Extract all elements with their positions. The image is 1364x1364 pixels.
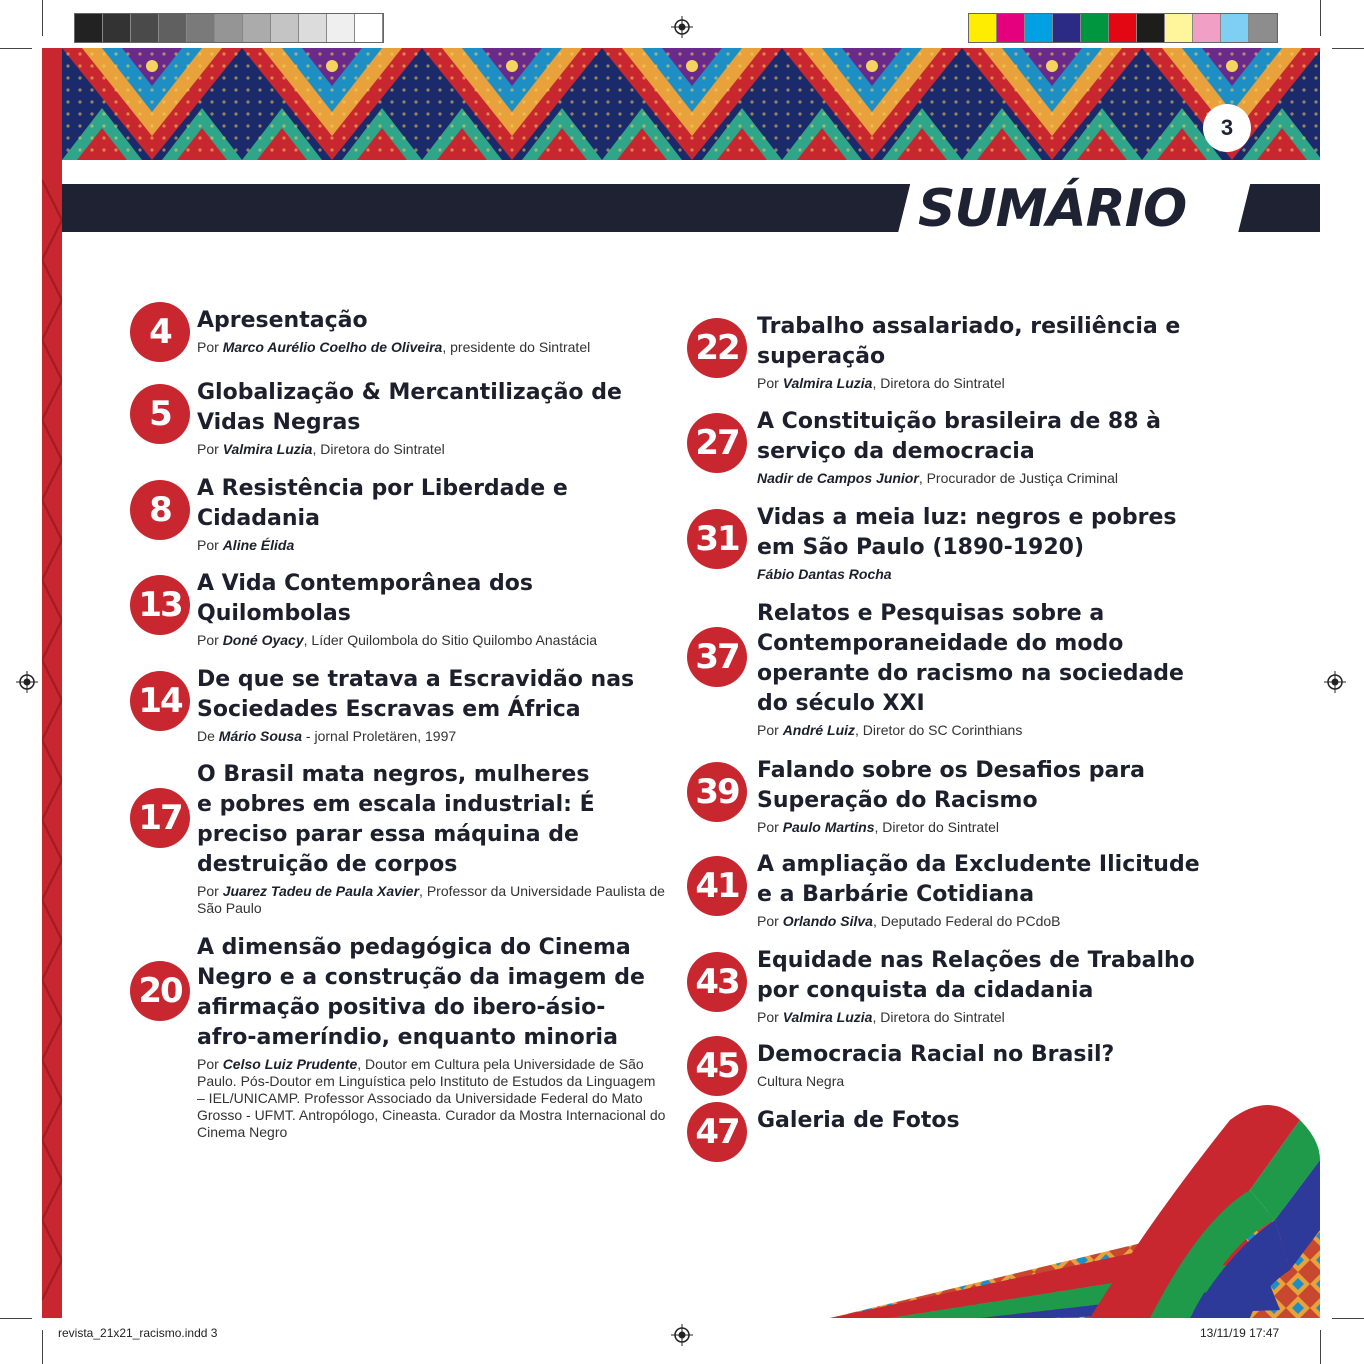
- toc-entry-title: A Constituição brasileira de 88 à: [757, 409, 1162, 434]
- byline-author: Nadir de Campos Junior: [757, 470, 919, 486]
- registration-mark-icon: [671, 1324, 693, 1346]
- toc-entry-title: Superação do Racismo: [757, 788, 1038, 813]
- byline-author: Orlando Silva: [782, 913, 873, 929]
- toc-entry-title: A dimensão pedagógica do Cinema: [197, 935, 631, 960]
- byline-author: Mário Sousa: [218, 728, 303, 744]
- toc-entry-byline: [197, 632, 667, 649]
- byline-author: Fábio Dantas Rocha: [757, 566, 892, 582]
- side-bar-pattern: [42, 160, 62, 1318]
- byline-prefix: Por: [197, 883, 223, 899]
- page-number-badge: 27: [687, 413, 747, 473]
- toc-entry-title: Apresentação: [197, 308, 368, 333]
- toc-entry-byline: [197, 1056, 667, 1141]
- byline-prefix: Por: [197, 537, 223, 553]
- toc-entry-byline: [757, 1009, 1227, 1026]
- toc-entry-title: Relatos e Pesquisas sobre a: [757, 601, 1105, 626]
- crop-mark: [42, 1330, 43, 1364]
- toc-entry-title: afirmação positiva do ibero-ásio-: [197, 995, 606, 1020]
- byline-author: Valmira Luzia: [782, 375, 873, 391]
- byline-author: Celso Luiz Prudente: [222, 1056, 358, 1072]
- byline-prefix: De: [197, 728, 219, 744]
- byline-author: Doné Oyacy: [222, 632, 304, 648]
- byline-role: , Diretora do Sintratel: [872, 1009, 1005, 1025]
- byline-prefix: Por: [197, 339, 223, 355]
- flag-ribbon-decoration: [830, 1080, 1320, 1318]
- byline-author: Juarez Tadeu de Paula Xavier: [222, 883, 420, 899]
- crop-mark: [42, 0, 43, 36]
- toc-entry-title: Falando sobre os Desafios para: [757, 758, 1145, 783]
- byline-author: Paulo Martins: [782, 819, 875, 835]
- page-number-badge: 37: [687, 627, 747, 687]
- toc-entry-title: do século XXI: [757, 691, 925, 716]
- page-number-badge: 14: [130, 671, 190, 731]
- toc-entry-title: Quilombolas: [197, 601, 351, 626]
- byline-role: , Diretor do Sintratel: [874, 819, 999, 835]
- crop-mark: [1332, 48, 1364, 49]
- crop-mark: [1320, 0, 1321, 36]
- page-number-badge: 31: [687, 509, 747, 569]
- toc-entry-byline: [197, 728, 667, 745]
- toc-entry-byline: [757, 566, 1227, 583]
- crop-mark: [1332, 1318, 1364, 1319]
- byline-prefix: Por: [757, 722, 783, 738]
- byline-prefix: Por: [197, 441, 223, 457]
- byline-prefix: Por: [197, 1056, 223, 1072]
- toc-entry-byline: [757, 470, 1227, 487]
- toc-entry-title: e a Barbárie Cotidiana: [757, 882, 1035, 907]
- toc-entry-title: em São Paulo (1890-1920): [757, 535, 1085, 560]
- toc-entry-title: Vidas a meia luz: negros e pobres: [757, 505, 1177, 530]
- page-number-badge: 5: [130, 384, 190, 444]
- page-number-badge: 47: [687, 1102, 747, 1162]
- header-pattern: [62, 48, 1320, 160]
- toc-entry-title: Globalização & Mercantilização de: [197, 380, 622, 405]
- page-number-badge: 8: [130, 480, 190, 540]
- registration-mark-icon: [1324, 671, 1346, 693]
- toc-entry-title: Negro e a construção da imagem de: [197, 965, 645, 990]
- page-number-badge: 20: [130, 961, 190, 1021]
- byline-prefix: Por: [757, 375, 783, 391]
- byline-role: , Procurador de Justiça Criminal: [918, 470, 1118, 486]
- crop-mark: [1320, 1330, 1321, 1364]
- toc-entry-title: A Vida Contemporânea dos: [197, 571, 534, 596]
- toc-entry-title: A Resistência por Liberdade e: [197, 476, 568, 501]
- toc-entry-byline: [757, 722, 1227, 739]
- toc-entry-byline: [757, 913, 1227, 930]
- byline-author: Valmira Luzia: [782, 1009, 873, 1025]
- byline-role: , Diretora do Sintratel: [872, 375, 1005, 391]
- crop-mark: [0, 48, 32, 49]
- toc-entry-title: superação: [757, 344, 886, 369]
- byline-role: , Deputado Federal do PCdoB: [872, 913, 1061, 929]
- byline-role: , Líder Quilombola do Sitio Quilombo Anastácia: [303, 632, 598, 648]
- footer-date: 13/11/19 17:47: [1200, 1326, 1280, 1340]
- page-number-badge: 39: [687, 762, 747, 822]
- toc-entry-title: preciso parar essa máquina de: [197, 822, 579, 847]
- toc-entry-title: Democracia Racial no Brasil?: [757, 1042, 1115, 1067]
- byline-prefix: Por: [197, 632, 223, 648]
- toc-entry-title: por conquista da cidadania: [757, 978, 1094, 1003]
- byline-role: - jornal Proletären, 1997: [302, 728, 457, 744]
- toc-entry-byline: [197, 883, 667, 917]
- page-number-badge: 43: [687, 952, 747, 1012]
- toc-entry-byline: [197, 441, 667, 458]
- page-number-badge: 4: [130, 302, 190, 362]
- toc-entry-title: De que se tratava a Escravidão nas: [197, 667, 635, 692]
- toc-entry-title: Sociedades Escravas em África: [197, 697, 581, 722]
- byline-role: , Diretora do Sintratel: [312, 441, 445, 457]
- byline-role: , Professor da Universidade Paulista de São Paulo: [197, 883, 665, 916]
- toc-entry-title: serviço da democracia: [757, 439, 1035, 464]
- page-number-badge: 45: [687, 1036, 747, 1096]
- byline-prefix: Por: [757, 819, 783, 835]
- byline-role: Cultura Negra: [757, 1073, 845, 1089]
- toc-entry-title: Galeria de Fotos: [757, 1108, 960, 1133]
- page-number: 3: [1203, 104, 1251, 152]
- toc-entry-title: Equidade nas Relações de Trabalho: [757, 948, 1195, 973]
- toc-entry-title: A ampliação da Excludente Ilicitude: [757, 852, 1200, 877]
- toc-entry-byline: [197, 339, 667, 356]
- page-title: SUMÁRIO: [918, 179, 1187, 239]
- byline-author: Aline Élida: [222, 537, 295, 553]
- page-number-badge: 13: [130, 575, 190, 635]
- toc-entry-byline: [757, 375, 1227, 392]
- toc-entry-title: afro-ameríndio, enquanto minoria: [197, 1025, 618, 1050]
- byline-prefix: Por: [757, 1009, 783, 1025]
- toc-entry-title: operante do racismo na sociedade: [757, 661, 1184, 686]
- toc-entry-title: destruição de corpos: [197, 852, 458, 877]
- byline-role: , Diretor do SC Corinthians: [855, 722, 1023, 738]
- grayscale-bar: [74, 13, 384, 43]
- toc-entry-byline: [757, 819, 1227, 836]
- page-number-badge: 17: [130, 788, 190, 848]
- registration-mark-icon: [16, 671, 38, 693]
- byline-author: Valmira Luzia: [222, 441, 313, 457]
- toc-entry-title: Trabalho assalariado, resiliência e: [757, 314, 1181, 339]
- byline-author: Marco Aurélio Coelho de Oliveira: [222, 339, 443, 355]
- byline-author: André Luiz: [782, 722, 856, 738]
- footer-file-label: revista_21x21_racismo.indd 3: [58, 1326, 218, 1340]
- crop-mark: [0, 1318, 32, 1319]
- toc-entry-title: O Brasil mata negros, mulheres: [197, 762, 590, 787]
- byline-role: , presidente do Sintratel: [442, 339, 591, 355]
- page-number-badge: 22: [687, 318, 747, 378]
- toc-entry-byline: [197, 537, 667, 554]
- byline-role: , Doutor em Cultura pela Universidade de São Paulo. Pós-Doutor em Linguística pelo Instituto de Estudos da Linguagem – IEL/UNICAMP. Professor Associado da Universidade Federal do Mato Grosso - UFMT. Antropólogo, Cineasta. Curador da Mostra Internacional do Cinema Negro: [197, 1056, 666, 1140]
- toc-entry-title: Cidadania: [197, 506, 320, 531]
- toc-entry-title: e pobres em escala industrial: É: [197, 792, 595, 817]
- registration-mark-icon: [671, 16, 693, 38]
- page-number-badge: 41: [687, 856, 747, 916]
- color-bar: [968, 13, 1278, 43]
- byline-prefix: Por: [757, 913, 783, 929]
- toc-entry-title: Contemporaneidade do modo: [757, 631, 1124, 656]
- toc-entry-title: Vidas Negras: [197, 410, 361, 435]
